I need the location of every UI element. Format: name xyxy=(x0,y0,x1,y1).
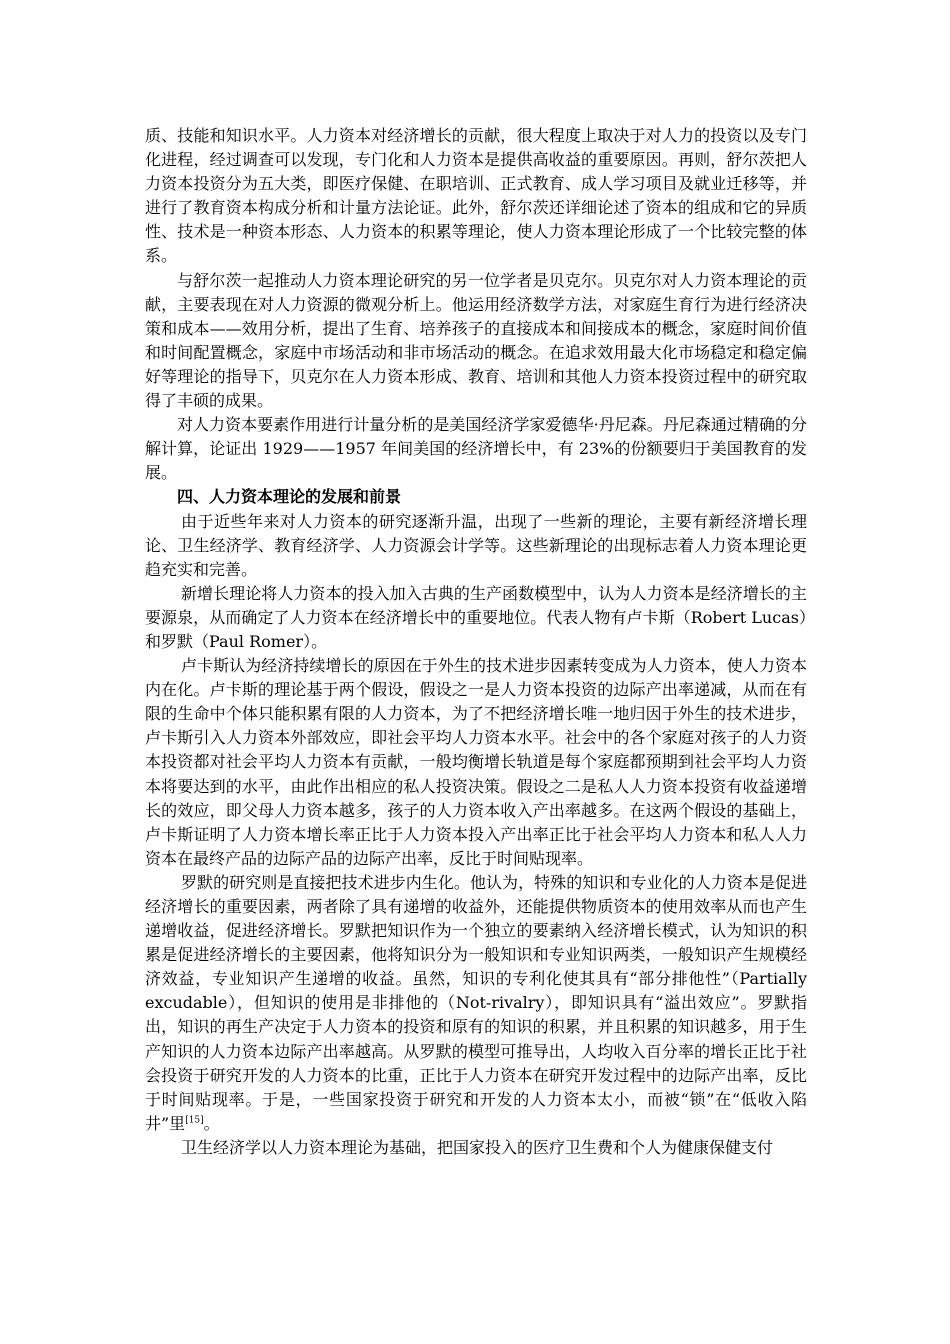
section-heading: 四、人力资本理论的发展和前景 xyxy=(177,487,402,507)
paragraph-schultz-contribution: 质、技能和知识水平。人力资本对经济增长的贡献，很大程度上取决于对人力的投资以及专门化进程，经过调查可以发现，专门化和人力资本是提供高收益的重要原因。再则，舒尔茨把人力资本投资分为五大类，即医疗保健、在职培训、正式教育、成人学习项目及就业迁移等，并进行了教育资本构成分析和计量方法论证。此外，舒尔茨还详细论述了资本的组成和它的异质性、技术是一种资本形态、人力资本的积累等理论，使人力资本理论形成了一个比较完整的体系。 xyxy=(145,126,807,266)
paragraph-romer-end: 。 xyxy=(203,1113,220,1133)
paragraph-becker: 与舒尔茨一起推动人力资本理论研究的另一位学者是贝克尔。贝克尔对人力资本理论的贡献，主要表现在对人力资源的微观分析上。他运用经济数学方法，对家庭生育行为进行经济决策和成本——效用分析，提出了生育、培养孩子的直接成本和间接成本的概念，家庭时间价值和时间配置概念，家庭中市场活动和非市场活动的概念。在追求效用最大化市场稳定和稳定偏好等理论的指导下，贝克尔在人力资本形成、教育、培训和其他人力资本投资过程中的研究取得了丰硕的成果。 xyxy=(145,270,807,411)
paragraph-romer xyxy=(145,871,807,1136)
paragraph-denison: 对人力资本要素作用进行计量分析的是美国经济学家爱德华·丹尼森。丹尼森通过精确的分解计算，论证出 1929——1957 年间美国的经济增长中，有 23%的份额要归于美国教育的发展。 xyxy=(145,415,807,483)
citation-reference: [15] xyxy=(185,1115,204,1126)
paragraph-new-theories: 由于近些年来对人力资本的研究逐渐升温，出现了一些新的理论，主要有新经济增长理论、卫生经济学、教育经济学、人力资源会计学等。这些新理论的出现标志着人力资本理论更趋充实和完善。 xyxy=(145,511,807,579)
paragraph-romer-text: 罗默的研究则是直接把技术进步内生化。他认为，特殊的知识和专业化的人力资本是促进经济增长的重要因素，两者除了具有递增的收益外，还能提供物质资本的使用效率从而也产生递增收益，促进经济增长。罗默把知识作为一个独立的要素纳入经济增长模式，认为知识的积累是促进经济增长的主要因素，他将知识分为一般知识和专业知识两类，一般知识产生规模经济效益，专业知识产生递增的收益。虽然，知识的专利化使其具有“部分排他性”（Partially excudable），但知识的使用是非排他的（Not-rivalry），即知识具有“溢出效应”。罗默指出，知识的再生产决定于人力资本的投资和原有的知识的积累，并且积累的知识越多，用于生产知识的人力资本边际产出率越高。从罗默的模型可推导出，人均收入百分率的增长正比于社会投资于研究开发的人力资本的比重，正比于人力资本在研究开发过程中的边际产出率，反比于时间贴现率。于是，一些国家投资于研究和开发的人力资本太小，而被“锁”在“低收入陷井”里 xyxy=(145,872,807,1133)
document-body xyxy=(145,124,807,1160)
paragraph-new-growth-theory: 新增长理论将人力资本的投入加入古典的生产函数模型中，认为人力资本是经济增长的主要源泉，从而确定了人力资本在经济增长中的重要地位。代表人物有卢卡斯（Robert Lucas）和罗默（Paul Romer）。 xyxy=(145,583,807,651)
paragraph-lucas: 卢卡斯认为经济持续增长的原因在于外生的技术进步因素转变成为人力资本，使人力资本内在化。卢卡斯的理论基于两个假设，假设之一是人力资本投资的边际产出率递减，从而在有限的生命中个体只能积累有限的人力资本，为了不把经济增长唯一地归因于外生的技术进步，卢卡斯引入人力资本外部效应，即社会平均人力资本水平。社会中的各个家庭对孩子的人力资本投资都对社会平均人力资本有贡献，一般均衡增长轨道是每个家庭都预期到社会平均人力资本将要达到的水平，由此作出相应的私人投资决策。假设之二是私人人力资本投资有收益递增长的效应，即父母人力资本越多，孩子的人力资本收入产出率越多。在这两个假设的基础上，卢卡斯证明了人力资本增长率正比于人力资本投入产出率正比于社会平均人力资本和私人人力资本在最终产品的边际产品的边际产出率，反比于时间贴现率。 xyxy=(145,656,807,868)
paragraph-health-economics: 卫生经济学以人力资本理论为基础，把国家投入的医疗卫生费和个人为健康保健支付 xyxy=(181,1137,774,1157)
